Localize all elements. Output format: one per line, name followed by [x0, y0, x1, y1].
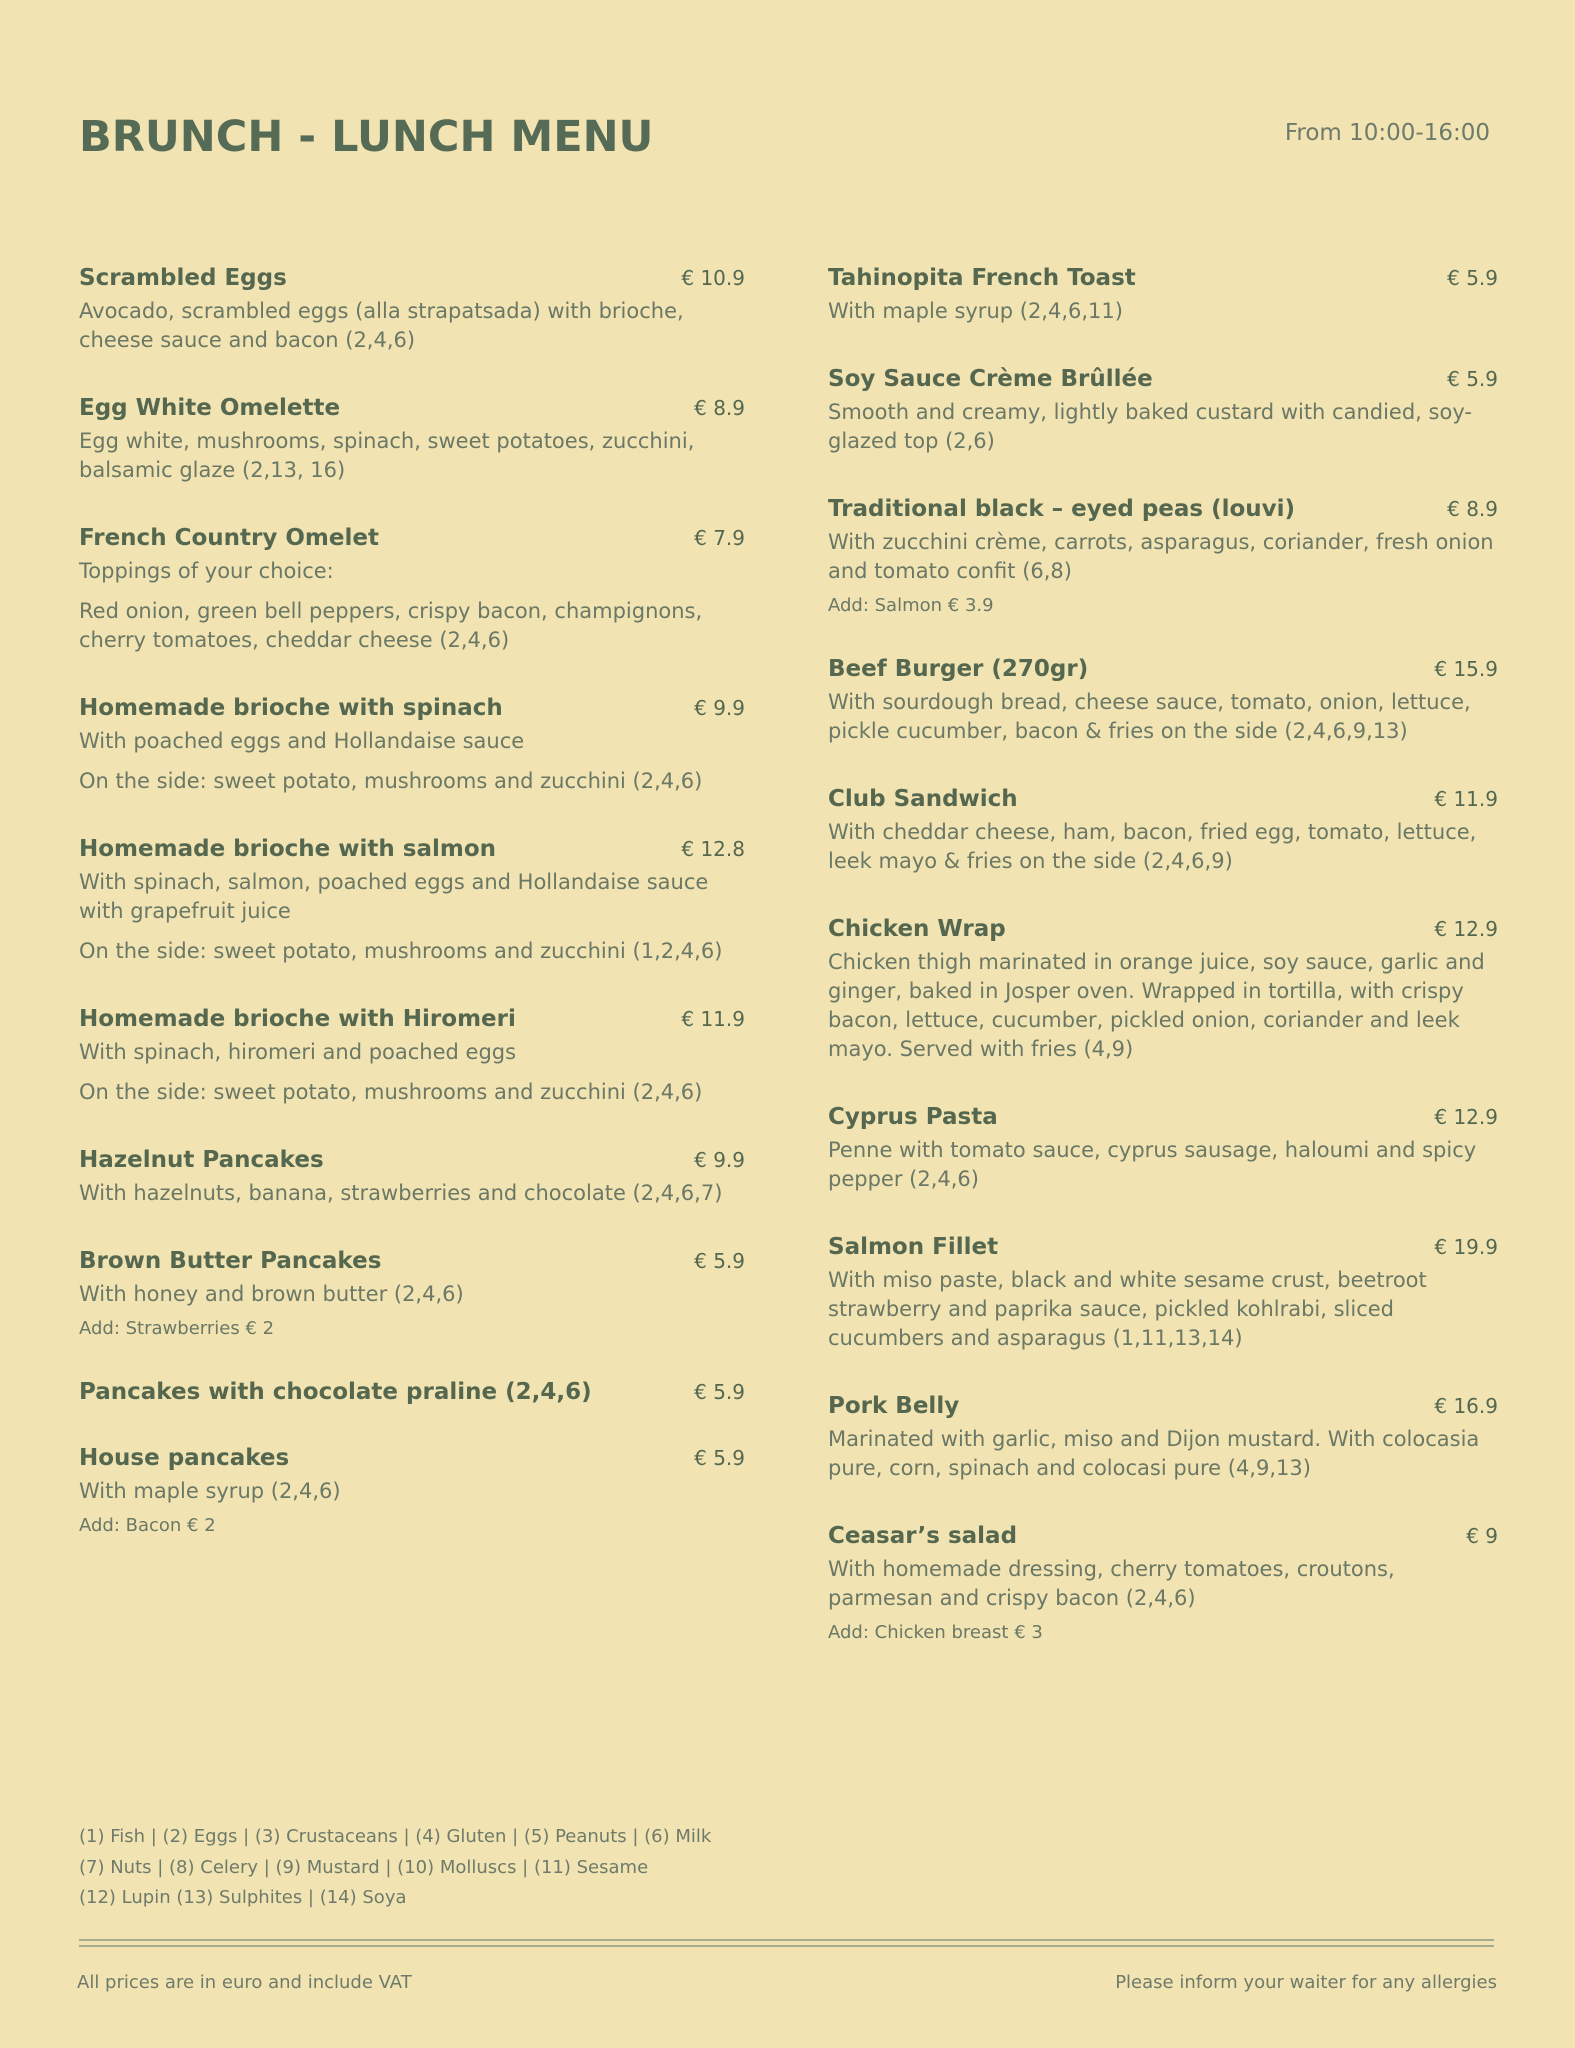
divider — [79, 1939, 1494, 1941]
menu-item-addon: Add: Chicken breast € 3 — [828, 1622, 1043, 1643]
serving-hours: From 10:00-16:00 — [1284, 120, 1490, 146]
menu-item — [828, 1234, 1498, 1353]
menu-item-name: Soy Sauce Crème Brûllée — [828, 366, 1153, 392]
menu-item — [79, 1379, 745, 1405]
menu-item-description: With cheddar cheese, ham, bacon, fried egg, tomato, lettuce, leek mayo & fries on the side (2,4,6,9) — [828, 820, 1477, 873]
menu-item-header — [828, 1234, 1498, 1260]
menu-item-description: With zucchini crème, carrots, asparagus, coriander, fresh onion and tomato confit (6,8) — [828, 530, 1494, 583]
menu-item-header — [828, 265, 1498, 291]
menu-item-name: House pancakes — [79, 1445, 290, 1471]
menu-item-price: € 12.8 — [681, 837, 745, 861]
menu-item-price: € 8.9 — [694, 396, 745, 420]
menu-item-header — [79, 395, 745, 421]
menu-item-description: On the side: sweet potato, mushrooms and zucchini (2,4,6) — [79, 1080, 703, 1104]
menu-item-addon: Add: Strawberries € 2 — [79, 1318, 275, 1339]
menu-item — [828, 1523, 1498, 1643]
menu-item-name: Salmon Fillet — [828, 1234, 999, 1260]
menu-item-price: € 8.9 — [1447, 497, 1498, 521]
menu-item — [79, 395, 745, 485]
menu-item-description: Red onion, green bell peppers, crispy bacon, champignons, cherry tomatoes, cheddar cheese (2,4,6) — [79, 599, 703, 652]
menu-item-description: Smooth and creamy, lightly baked custard with candied, soy-glazed top (2,6) — [828, 400, 1472, 453]
menu-item-description: With hazelnuts, banana, strawberries and chocolate (2,4,6,7) — [79, 1181, 723, 1205]
menu-item-name: Club Sandwich — [828, 786, 1018, 812]
menu-item — [828, 916, 1498, 1064]
menu-item-name: Traditional black – eyed peas (louvi) — [828, 496, 1296, 522]
menu-item — [79, 695, 745, 796]
menu-item-price: € 9 — [1466, 1524, 1498, 1548]
menu-item-description: Egg white, mushrooms, spinach, sweet potatoes, zucchini, balsamic glaze (2,13, 16) — [79, 429, 695, 482]
menu-item-header — [79, 1445, 745, 1471]
menu-item-price: € 15.9 — [1434, 657, 1498, 681]
menu-item-name: Ceasar’s salad — [828, 1523, 1018, 1549]
menu-item-price: € 5.9 — [1447, 266, 1498, 290]
menu-item-price: € 11.9 — [1434, 787, 1498, 811]
menu-item — [79, 836, 745, 966]
menu-item-description: With spinach, hiromeri and poached eggs — [79, 1040, 517, 1064]
menu-item-price: € 9.9 — [694, 696, 745, 720]
menu-item-price: € 5.9 — [694, 1380, 745, 1404]
menu-item-name: Brown Butter Pancakes — [79, 1248, 382, 1274]
footer-vat-note: All prices are in euro and include VAT — [77, 1972, 412, 1993]
menu-item — [79, 525, 745, 655]
menu-item-header — [79, 1006, 745, 1032]
allergen-legend — [79, 1822, 779, 1914]
menu-item-price: € 16.9 — [1434, 1394, 1498, 1418]
page-title: BRUNCH - LUNCH MENU — [79, 112, 654, 162]
menu-item-name: Homemade brioche with spinach — [79, 695, 503, 721]
menu-item-description: Avocado, scrambled eggs (alla strapatsada) with brioche, cheese sauce and bacon (2,4,6) — [79, 299, 684, 352]
menu-item-description: On the side: sweet potato, mushrooms and zucchini (1,2,4,6) — [79, 939, 723, 963]
menu-item-header — [79, 836, 745, 862]
menu-item-header — [79, 695, 745, 721]
menu-item-header — [79, 1379, 745, 1405]
menu-item-price: € 10.9 — [681, 266, 745, 290]
menu-item-description: With poached eggs and Hollandaise sauce — [79, 729, 525, 753]
menu-item-price: € 5.9 — [694, 1249, 745, 1273]
menu-item-description: With maple syrup (2,4,6,11) — [828, 299, 1123, 323]
footer-allergy-note: Please inform your waiter for any allergies — [1115, 1972, 1497, 1993]
menu-item — [79, 1147, 745, 1208]
menu-column-left — [79, 265, 745, 1576]
menu-item — [828, 366, 1498, 456]
menu-item — [828, 656, 1498, 746]
menu-item-header — [828, 786, 1498, 812]
menu-item-description: With maple syrup (2,4,6) — [79, 1479, 341, 1503]
menu-item-price: € 11.9 — [681, 1007, 745, 1031]
menu-item — [79, 265, 745, 355]
menu-item-name: Hazelnut Pancakes — [79, 1147, 324, 1173]
menu-item-name: Homemade brioche with salmon — [79, 836, 497, 862]
menu-item-price: € 19.9 — [1434, 1235, 1498, 1259]
menu-item-description: With honey and brown butter (2,4,6) — [79, 1282, 464, 1306]
menu-item-price: € 12.9 — [1434, 1105, 1498, 1129]
menu-item-description: Marinated with garlic, miso and Dijon mustard. With colocasia pure, corn, spinach and colocasi pure (4,9,13) — [828, 1427, 1480, 1480]
menu-item — [828, 265, 1498, 326]
menu-item-description: On the side: sweet potato, mushrooms and zucchini (2,4,6) — [79, 769, 703, 793]
menu-item-header — [79, 1147, 745, 1173]
menu-item-name: Pork Belly — [828, 1393, 960, 1419]
menu-item-addon: Add: Salmon € 3.9 — [828, 595, 994, 616]
menu-item — [828, 1393, 1498, 1483]
menu-item-price: € 9.9 — [694, 1148, 745, 1172]
menu-item-description: With homemade dressing, cherry tomatoes, croutons, parmesan and crispy bacon (2,4,6) — [828, 1557, 1395, 1610]
menu-item-addon: Add: Bacon € 2 — [79, 1515, 216, 1536]
menu-item-description: Chicken thigh marinated in orange juice, soy sauce, garlic and ginger, baked in Josper oven. Wrapped in tortilla, with crispy bacon, lettuce, cucumber, pickled onion, coriander and leek mayo. Served with fries (4,9) — [828, 950, 1485, 1061]
menu-item-price: € 5.9 — [1447, 367, 1498, 391]
menu-item-name: French Country Omelet — [79, 525, 379, 551]
menu-item-header — [79, 265, 745, 291]
menu-item-description: With miso paste, black and white sesame crust, beetroot strawberry and paprika sauce, pickled kohlrabi, sliced cucumbers and asparagus (1,11,13,14) — [828, 1268, 1427, 1350]
menu-item — [828, 786, 1498, 876]
menu-item-header — [828, 1393, 1498, 1419]
menu-item-name: Pancakes with chocolate praline (2,4,6) — [79, 1379, 592, 1405]
menu-item-name: Tahinopita French Toast — [828, 265, 1136, 291]
menu-item-header — [828, 366, 1498, 392]
menu-column-right — [828, 265, 1498, 1683]
menu-item — [79, 1248, 745, 1339]
menu-item — [828, 496, 1498, 616]
menu-item-name: Scrambled Eggs — [79, 265, 287, 291]
menu-item-header — [79, 1248, 745, 1274]
allergen-line: (1) Fish | (2) Eggs | (3) Crustaceans | (4) Gluten | (5) Peanuts | (6) Milk — [79, 1826, 712, 1847]
menu-item-description: With sourdough bread, cheese sauce, tomato, onion, lettuce, pickle cucumber, bacon & fries on the side (2,4,6,9,13) — [828, 690, 1471, 743]
menu-item-name: Egg White Omelette — [79, 395, 341, 421]
menu-item-price: € 12.9 — [1434, 917, 1498, 941]
menu-item-header — [828, 656, 1498, 682]
menu-item-description: With spinach, salmon, poached eggs and Hollandaise sauce with grapefruit juice — [79, 870, 709, 923]
allergen-line: (12) Lupin (13) Sulphites | (14) Soya — [79, 1887, 407, 1908]
menu-item — [828, 1104, 1498, 1194]
menu-item-header — [828, 1523, 1498, 1549]
menu-item-description: Toppings of your choice: — [79, 559, 334, 583]
menu-item — [79, 1006, 745, 1107]
menu-item-name: Cyprus Pasta — [828, 1104, 998, 1130]
menu-item-header — [828, 496, 1498, 522]
divider — [79, 1945, 1494, 1947]
menu-item-description: Penne with tomato sauce, cyprus sausage, haloumi and spicy pepper (2,4,6) — [828, 1138, 1477, 1191]
allergen-line: (7) Nuts | (8) Celery | (9) Mustard | (10) Molluscs | (11) Sesame — [79, 1856, 649, 1878]
menu-item-name: Chicken Wrap — [828, 916, 1006, 942]
menu-item-header — [828, 916, 1498, 942]
menu-item — [79, 1445, 745, 1536]
menu-item-price: € 5.9 — [694, 1446, 745, 1470]
menu-item-header — [79, 525, 745, 551]
menu-item-name: Homemade brioche with Hiromeri — [79, 1006, 516, 1032]
menu-item-header — [828, 1104, 1498, 1130]
menu-item-price: € 7.9 — [694, 526, 745, 550]
menu-item-name: Beef Burger (270gr) — [828, 656, 1089, 682]
